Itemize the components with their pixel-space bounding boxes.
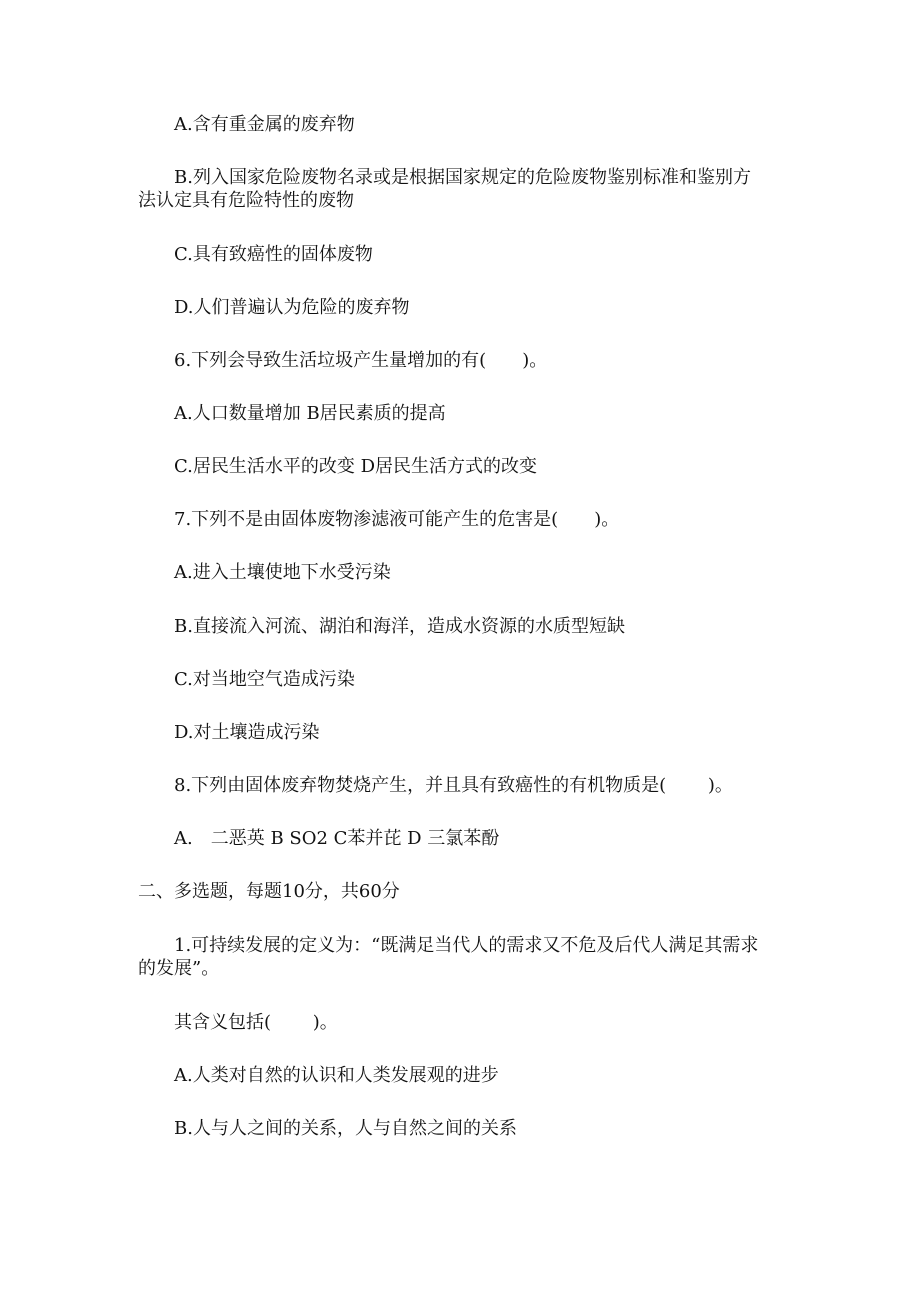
question-6-options-ab: A.人口数量增加 B居民素质的提高 [174,403,446,424]
question-7: 7.下列不是由固体废物渗滤液可能产生的危害是( )。 [174,509,620,530]
question-6: 6.下列会导致生活垃圾产生量增加的有( )。 [174,350,548,371]
question-7-option-b: B.直接流入河流、湖泊和海洋，造成水资源的水质型短缺 [174,616,625,637]
mc-question-1-line-1: 1.可持续发展的定义为：“既满足当代人的需求又不危及后代人满足其需求 [174,935,759,956]
mc-question-1-stem: 其含义包括( )。 [174,1012,338,1033]
question-7-option-d: D.对土壤造成污染 [174,722,320,743]
mc-question-1-option-b: B.人与人之间的关系，人与自然之间的关系 [174,1118,517,1139]
option-c-carcinogenic-waste: C.具有致癌性的固体废物 [174,244,373,265]
question-6-options-cd: C.居民生活水平的改变 D居民生活方式的改变 [174,456,538,477]
question-8-options: A. 二恶英 B SO2 C苯并芘 D 三氯苯酚 [174,828,500,849]
section-heading-multiple-choice: 二、多选题，每题10分，共60分 [138,881,400,902]
option-d-perceived-dangerous: D.人们普遍认为危险的废弃物 [174,297,410,318]
question-7-option-a: A.进入土壤使地下水受污染 [174,562,391,583]
question-7-option-c: C.对当地空气造成污染 [174,669,355,690]
option-b-hazardous-list-line-1: B.列入国家危险废物名录或是根据国家规定的危险废物鉴别标准和鉴别方 [174,167,751,188]
option-b-hazardous-list-line-2: 法认定具有危险特性的废物 [138,190,354,211]
question-8: 8.下列由固体废弃物焚烧产生，并且具有致癌性的有机物质是( )。 [174,775,733,796]
option-a-heavy-metal-waste: A.含有重金属的废弃物 [174,114,355,135]
mc-question-1-line-2: 的发展”。 [138,958,220,979]
mc-question-1-option-a: A.人类对自然的认识和人类发展观的进步 [174,1065,499,1086]
